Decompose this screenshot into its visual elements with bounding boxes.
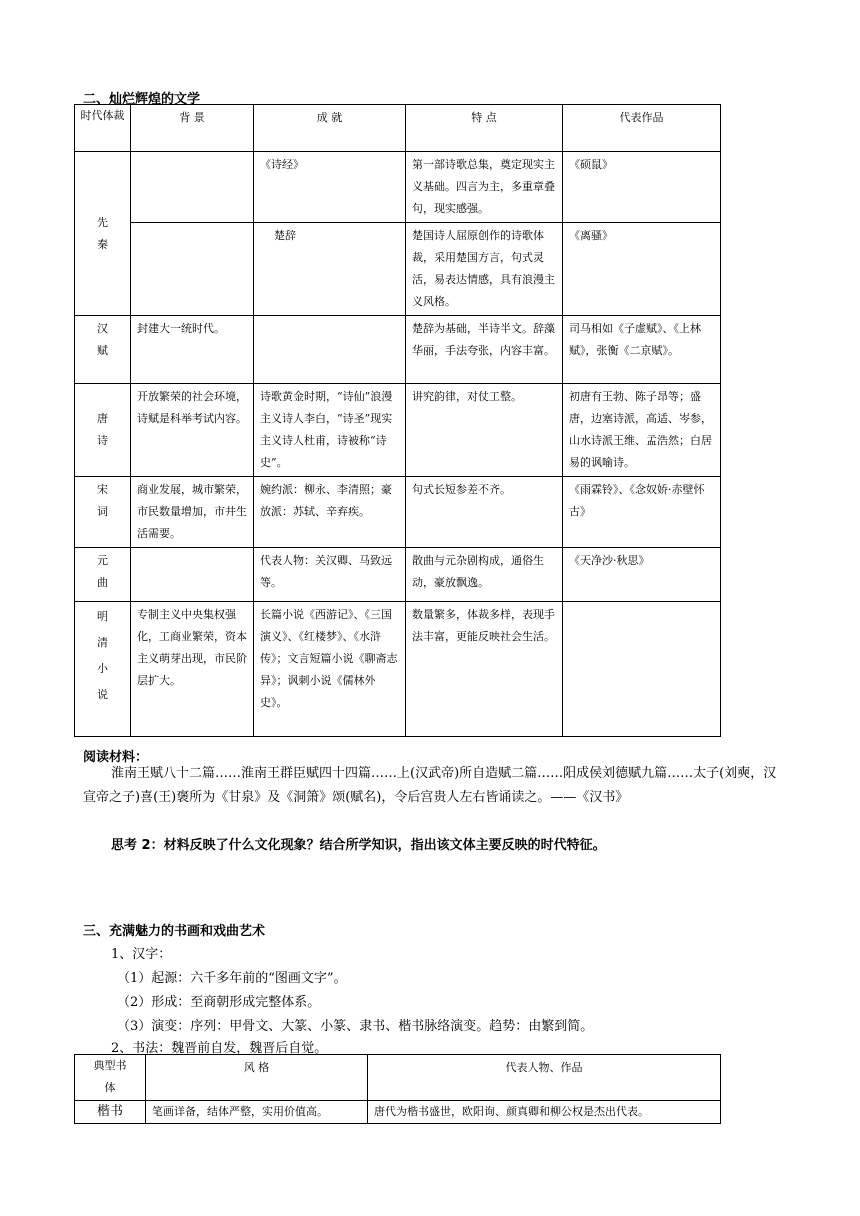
header-script-type: 典型书体 — [75, 1055, 146, 1101]
works-yuanqu: 《天净沙·秋思》 — [563, 548, 721, 602]
works-kaishu: 唐代为楷书盛世，欧阳询、颜真卿和柳公权是杰出代表。 — [368, 1101, 721, 1124]
table-row — [75, 316, 721, 384]
bg-hanfu: 封建大一统时代。 — [131, 316, 254, 384]
table-header-row — [75, 1055, 721, 1101]
hanzi-origin: （1）起源：六千多年前的“图画文字”。 — [117, 971, 347, 986]
calligraphy-heading: 2、书法：魏晋前自发，魏晋后自觉。 — [111, 1041, 328, 1056]
features-shijing: 第一部诗歌总集，奠定现实主义基础。四言为主，多重章叠句，现实感强。 — [406, 152, 563, 223]
calligraphy-table — [74, 1054, 721, 1124]
works-shijing: 《硕鼠》 — [563, 152, 721, 223]
section-title-art: 三、充满魅力的书画和戏曲艺术 — [83, 924, 266, 939]
header-era: 时代体裁 — [75, 105, 131, 152]
style-kaishu: 笔画详备，结体严整，实用价值高。 — [146, 1101, 368, 1124]
table-header-row — [75, 105, 721, 152]
section-title-literature: 二、灿烂辉煌的文学 — [83, 92, 201, 107]
table-row — [75, 223, 721, 316]
achievement-hanfu — [254, 316, 406, 384]
reading-title: 阅读材料： — [83, 750, 149, 765]
features-tangshi: 讲究韵律，对仗工整。 — [406, 384, 563, 477]
era-hanfu: 汉赋 — [75, 316, 131, 384]
era-xianqin: 先秦 — [75, 152, 131, 316]
works-chuci: 《离骚》 — [563, 223, 721, 316]
header-representative: 代表人物、作品 — [368, 1055, 721, 1101]
literature-table — [74, 104, 721, 737]
achievement-tangshi: 诗歌黄金时期，“诗仙”浪漫主义诗人李白，“诗圣”现实主义诗人杜甫，诗被称“诗史”。 — [254, 384, 406, 477]
hanzi-formation: （2）形成：至商朝形成完整体系。 — [117, 995, 321, 1010]
era-mingqing: 明清小说 — [75, 602, 131, 737]
bg-songci: 商业发展，城市繁荣，市民数量增加，市井生活需要。 — [131, 477, 254, 548]
era-tangshi: 唐诗 — [75, 384, 131, 477]
achievement-yuanqu: 代表人物：关汉卿、马致远等。 — [254, 548, 406, 602]
achievement-mingqing: 长篇小说《西游记》、《三国演义》、《红楼梦》、《水浒传》；文言短篇小说《聊斋志异》；讽刺小说《儒林外史》。 — [254, 602, 406, 737]
table-row — [75, 1101, 721, 1124]
table-row — [75, 152, 721, 223]
works-tangshi: 初唐有王勃、陈子昂等；盛唐，边塞诗派，高适、岑参，山水诗派王维、孟浩然；白居易的讽喻诗。 — [563, 384, 721, 477]
features-hanfu: 楚辞为基础，半诗半文。辞藻华丽，手法夸张，内容丰富。 — [406, 316, 563, 384]
bg-chuci — [131, 223, 254, 316]
script-kaishu: 楷书 — [75, 1101, 146, 1124]
works-songci: 《雨霖铃》、《念奴娇·赤壁怀古》 — [563, 477, 721, 548]
achievement-songci: 婉约派：柳永、李清照；豪放派：苏轼、辛弃疾。 — [254, 477, 406, 548]
hanzi-heading: 1、汉字： — [111, 947, 172, 962]
works-hanfu: 司马相如《子虚赋》、《上林赋》，张衡《二京赋》。 — [563, 316, 721, 384]
achievement-chuci: 楚辞 — [254, 223, 406, 316]
bg-tangshi: 开放繁荣的社会环境，诗赋是科举考试内容。 — [131, 384, 254, 477]
table-row — [75, 602, 721, 737]
features-chuci: 楚国诗人屈原创作的诗歌体裁，采用楚国方言，句式灵活，易表达情感，具有浪漫主义风格。 — [406, 223, 563, 316]
features-mingqing: 数量繁多，体裁多样，表现手法丰富，更能反映社会生活。 — [406, 602, 563, 737]
hanzi-evolution: （3）演变：序列：甲骨文、大篆、小篆、隶书、楷书脉络演变。趋势：由繁到简。 — [117, 1019, 594, 1034]
bg-xianqin — [131, 152, 254, 223]
header-works: 代表作品 — [563, 105, 721, 152]
reading-text: 淮南王赋八十二篇……淮南王群臣赋四十四篇……上(汉武帝)所自造赋二篇……阳成侯刘德赋九篇……太子(刘奭，汉宣帝之子)喜(王)褒所为《甘泉》及《洞箫》颂(赋名)，令后宫贵人左右皆诵读之。——《汉书》 — [83, 766, 777, 805]
header-achievement: 成 就 — [254, 105, 406, 152]
era-songci: 宋词 — [75, 477, 131, 548]
table-row — [75, 477, 721, 548]
works-mingqing — [563, 602, 721, 737]
table-row — [75, 384, 721, 477]
header-background: 背 景 — [131, 105, 254, 152]
achievement-shijing: 《诗经》 — [254, 152, 406, 223]
features-yuanqu: 散曲与元杂剧构成，通俗生动，豪放飘逸。 — [406, 548, 563, 602]
bg-yuanqu — [131, 548, 254, 602]
table-row — [75, 548, 721, 602]
header-style: 风 格 — [146, 1055, 368, 1101]
header-features: 特 点 — [406, 105, 563, 152]
reading-question: 思考 2：材料反映了什么文化现象？结合所学知识，指出该文体主要反映的时代特征。 — [111, 838, 606, 853]
bg-mingqing: 专制主义中央集权强化，工商业繁荣，资本主义萌芽出现，市民阶层扩大。 — [131, 602, 254, 737]
era-yuanqu: 元曲 — [75, 548, 131, 602]
features-songci: 句式长短参差不齐。 — [406, 477, 563, 548]
